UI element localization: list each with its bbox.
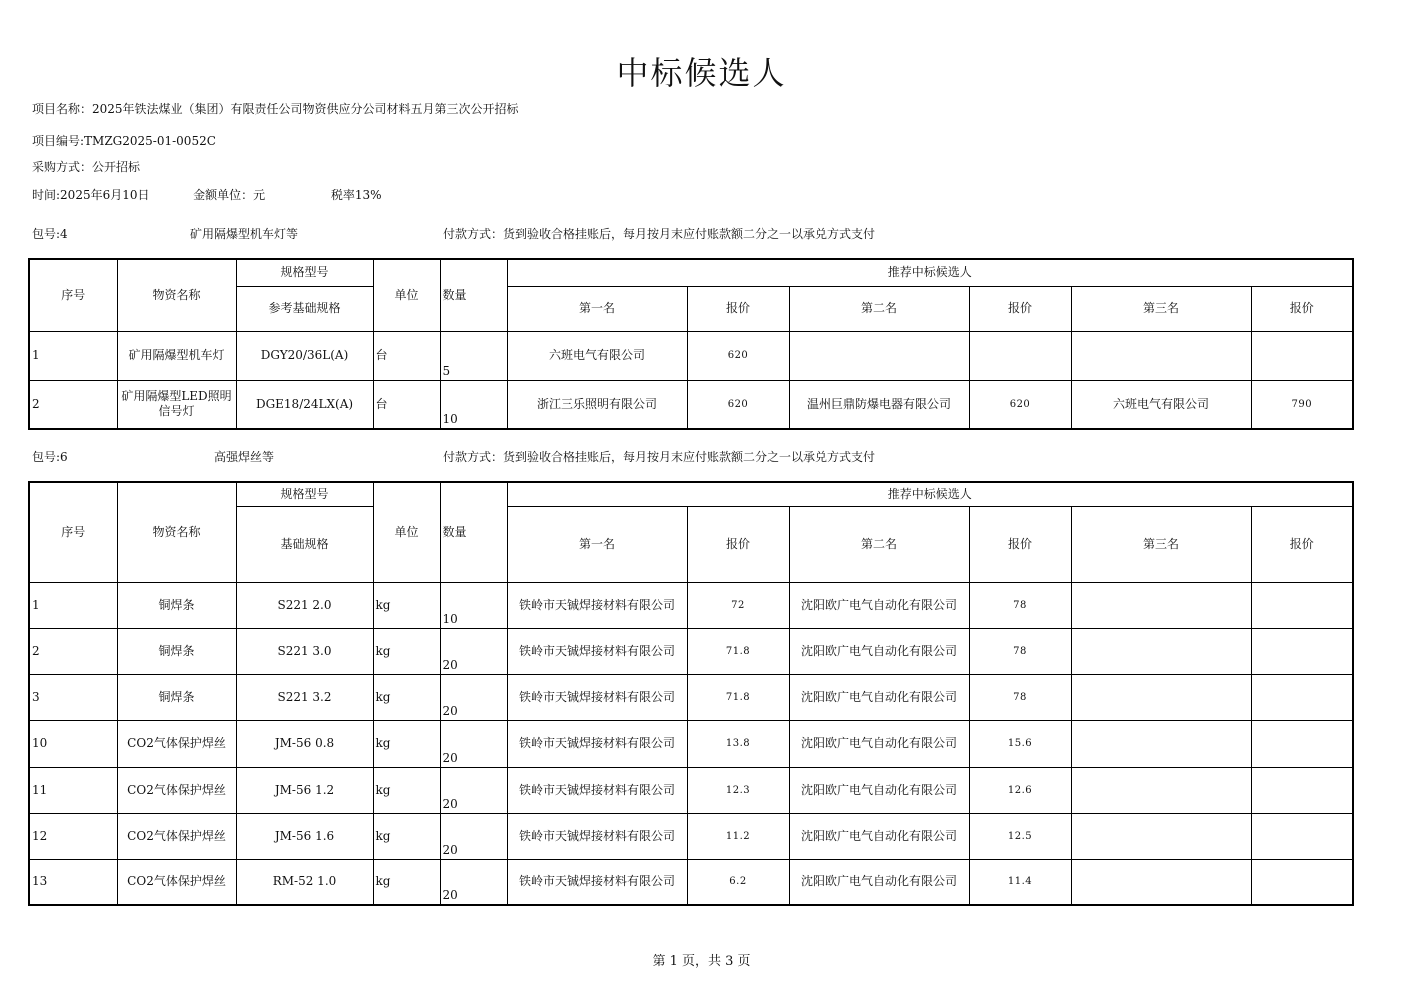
table-row bbox=[29, 331, 1353, 380]
header-second: 第二名 bbox=[789, 506, 969, 582]
third-price-cell bbox=[1251, 628, 1353, 674]
spec-cell: JM-56 0.8 bbox=[236, 720, 373, 767]
table-row bbox=[29, 720, 1353, 767]
second-price-cell: 620 bbox=[969, 380, 1071, 429]
first-price-cell: 6.2 bbox=[687, 859, 789, 905]
header-unit: 单位 bbox=[373, 259, 440, 331]
seq-cell: 2 bbox=[29, 628, 117, 674]
tax-rate: 税率13% bbox=[330, 188, 382, 202]
quantity-cell: 10 bbox=[440, 582, 507, 628]
quantity-cell: 20 bbox=[440, 859, 507, 905]
header-price-1: 报价 bbox=[687, 506, 789, 582]
second-price-cell: 15.6 bbox=[969, 720, 1071, 767]
table-row bbox=[29, 813, 1353, 859]
table-row bbox=[29, 767, 1353, 813]
header-qty: 数量 bbox=[440, 482, 507, 582]
third-candidate-cell bbox=[1071, 720, 1251, 767]
quantity-cell: 10 bbox=[440, 380, 507, 429]
unit-cell: kg bbox=[373, 720, 440, 767]
seq-cell: 3 bbox=[29, 674, 117, 720]
first-candidate-cell: 铁岭市天铖焊接材料有限公司 bbox=[507, 720, 687, 767]
second-candidate-cell: 沈阳欧广电气自动化有限公司 bbox=[789, 813, 969, 859]
header-third: 第三名 bbox=[1071, 506, 1251, 582]
second-candidate-cell: 温州巨鼎防爆电器有限公司 bbox=[789, 380, 969, 429]
header-seq: 序号 bbox=[29, 482, 117, 582]
second-candidate-cell: 沈阳欧广电气自动化有限公司 bbox=[789, 720, 969, 767]
header-price-2: 报价 bbox=[969, 286, 1071, 331]
header-third: 第三名 bbox=[1071, 286, 1251, 331]
third-candidate-cell bbox=[1071, 331, 1251, 380]
quantity-cell: 20 bbox=[440, 813, 507, 859]
table-row bbox=[29, 628, 1353, 674]
third-candidate-cell bbox=[1071, 859, 1251, 905]
table-row bbox=[29, 859, 1353, 905]
seq-cell: 13 bbox=[29, 859, 117, 905]
quantity-cell: 20 bbox=[440, 720, 507, 767]
package-number: 包号:6 bbox=[32, 450, 68, 464]
spec-cell: DGY20/36L(A) bbox=[236, 331, 373, 380]
header-recommend: 推荐中标候选人 bbox=[507, 259, 1353, 286]
second-price-cell: 12.6 bbox=[969, 767, 1071, 813]
page-footer: 第 1 页，共 3 页 bbox=[652, 954, 751, 969]
first-price-cell: 72 bbox=[687, 582, 789, 628]
spec-cell: S221 3.0 bbox=[236, 628, 373, 674]
first-price-cell: 71.8 bbox=[687, 628, 789, 674]
unit-cell: kg bbox=[373, 859, 440, 905]
bid-table-package-4 bbox=[28, 258, 1354, 430]
table-row bbox=[29, 674, 1353, 720]
header-seq: 序号 bbox=[29, 259, 117, 331]
material-name-cell: CO2气体保护焊丝 bbox=[117, 720, 236, 767]
header-name: 物资名称 bbox=[117, 259, 236, 331]
second-price-cell: 78 bbox=[969, 674, 1071, 720]
spec-cell: JM-56 1.2 bbox=[236, 767, 373, 813]
second-price-cell: 78 bbox=[969, 628, 1071, 674]
material-name-cell: 矿用隔爆型机车灯 bbox=[117, 331, 236, 380]
first-candidate-cell: 铁岭市天铖焊接材料有限公司 bbox=[507, 767, 687, 813]
unit-cell: 台 bbox=[373, 380, 440, 429]
third-price-cell: 790 bbox=[1251, 380, 1353, 429]
first-candidate-cell: 浙江三乐照明有限公司 bbox=[507, 380, 687, 429]
second-candidate-cell: 沈阳欧广电气自动化有限公司 bbox=[789, 767, 969, 813]
third-candidate-cell bbox=[1071, 767, 1251, 813]
first-price-cell: 620 bbox=[687, 380, 789, 429]
quantity-cell: 20 bbox=[440, 767, 507, 813]
first-price-cell: 620 bbox=[687, 331, 789, 380]
package-description: 高强焊丝等 bbox=[214, 450, 275, 464]
quantity-cell: 20 bbox=[440, 628, 507, 674]
material-name-cell: CO2气体保护焊丝 bbox=[117, 767, 236, 813]
unit-cell: kg bbox=[373, 628, 440, 674]
header-unit: 单位 bbox=[373, 482, 440, 582]
third-price-cell bbox=[1251, 331, 1353, 380]
material-name-cell: 矿用隔爆型LED照明信号灯 bbox=[117, 380, 236, 429]
first-candidate-cell: 铁岭市天铖焊接材料有限公司 bbox=[507, 582, 687, 628]
first-price-cell: 12.3 bbox=[687, 767, 789, 813]
page-title: 中标候选人 bbox=[616, 54, 787, 92]
header-price-3: 报价 bbox=[1251, 506, 1353, 582]
time-line bbox=[32, 186, 382, 203]
second-candidate-cell: 沈阳欧广电气自动化有限公司 bbox=[789, 674, 969, 720]
payment-terms: 付款方式：货到验收合格挂账后，每月按月末应付账款额二分之一以承兑方式支付 bbox=[443, 227, 876, 241]
seq-cell: 12 bbox=[29, 813, 117, 859]
second-price-cell: 78 bbox=[969, 582, 1071, 628]
header-name: 物资名称 bbox=[117, 482, 236, 582]
payment-terms: 付款方式：货到验收合格挂账后，每月按月末应付账款额二分之一以承兑方式支付 bbox=[443, 450, 876, 464]
second-candidate-cell bbox=[789, 331, 969, 380]
second-candidate-cell: 沈阳欧广电气自动化有限公司 bbox=[789, 582, 969, 628]
table-row bbox=[29, 582, 1353, 628]
purchase-method: 采购方式：公开招标 bbox=[32, 160, 141, 174]
currency-unit: 金额单位：元 bbox=[193, 188, 266, 202]
second-candidate-cell: 沈阳欧广电气自动化有限公司 bbox=[789, 628, 969, 674]
project-name: 项目名称：2025年铁法煤业（集团）有限责任公司物资供应分公司材料五月第三次公开招标 bbox=[32, 102, 519, 116]
first-candidate-cell: 铁岭市天铖焊接材料有限公司 bbox=[507, 628, 687, 674]
third-price-cell bbox=[1251, 720, 1353, 767]
quantity-cell: 5 bbox=[440, 331, 507, 380]
project-number: 项目编号:TMZG2025-01-0052C bbox=[32, 134, 216, 148]
unit-cell: 台 bbox=[373, 331, 440, 380]
header-price-2: 报价 bbox=[969, 506, 1071, 582]
package-number: 包号:4 bbox=[32, 227, 68, 241]
spec-cell: RM-52 1.0 bbox=[236, 859, 373, 905]
first-price-cell: 71.8 bbox=[687, 674, 789, 720]
third-price-cell bbox=[1251, 813, 1353, 859]
header-spec-sub: 基础规格 bbox=[236, 506, 373, 582]
date: 时间:2025年6月10日 bbox=[32, 188, 150, 202]
header-price-3: 报价 bbox=[1251, 286, 1353, 331]
first-candidate-cell: 六班电气有限公司 bbox=[507, 331, 687, 380]
header-first: 第一名 bbox=[507, 506, 687, 582]
material-name-cell: CO2气体保护焊丝 bbox=[117, 859, 236, 905]
material-name-cell: CO2气体保护焊丝 bbox=[117, 813, 236, 859]
header-recommend: 推荐中标候选人 bbox=[507, 482, 1353, 506]
seq-cell: 1 bbox=[29, 582, 117, 628]
bid-table-package-6 bbox=[28, 481, 1354, 906]
unit-cell: kg bbox=[373, 813, 440, 859]
seq-cell: 10 bbox=[29, 720, 117, 767]
seq-cell: 2 bbox=[29, 380, 117, 429]
first-price-cell: 11.2 bbox=[687, 813, 789, 859]
third-price-cell bbox=[1251, 767, 1353, 813]
third-price-cell bbox=[1251, 582, 1353, 628]
spec-cell: S221 3.2 bbox=[236, 674, 373, 720]
header-qty: 数量 bbox=[440, 259, 507, 331]
material-name-cell: 铜焊条 bbox=[117, 628, 236, 674]
first-candidate-cell: 铁岭市天铖焊接材料有限公司 bbox=[507, 859, 687, 905]
spec-cell: JM-56 1.6 bbox=[236, 813, 373, 859]
second-price-cell: 12.5 bbox=[969, 813, 1071, 859]
third-price-cell bbox=[1251, 674, 1353, 720]
third-candidate-cell bbox=[1071, 813, 1251, 859]
seq-cell: 1 bbox=[29, 331, 117, 380]
material-name-cell: 铜焊条 bbox=[117, 582, 236, 628]
third-candidate-cell: 六班电气有限公司 bbox=[1071, 380, 1251, 429]
header-spec-sub: 参考基础规格 bbox=[236, 286, 373, 331]
material-name-cell: 铜焊条 bbox=[117, 674, 236, 720]
header-second: 第二名 bbox=[789, 286, 969, 331]
seq-cell: 11 bbox=[29, 767, 117, 813]
third-candidate-cell bbox=[1071, 582, 1251, 628]
first-candidate-cell: 铁岭市天铖焊接材料有限公司 bbox=[507, 674, 687, 720]
second-price-cell: 11.4 bbox=[969, 859, 1071, 905]
unit-cell: kg bbox=[373, 674, 440, 720]
spec-cell: S221 2.0 bbox=[236, 582, 373, 628]
third-candidate-cell bbox=[1071, 674, 1251, 720]
header-first: 第一名 bbox=[507, 286, 687, 331]
header-price-1: 报价 bbox=[687, 286, 789, 331]
unit-cell: kg bbox=[373, 767, 440, 813]
table-row bbox=[29, 380, 1353, 429]
header-spec: 规格型号 bbox=[236, 259, 373, 286]
first-candidate-cell: 铁岭市天铖焊接材料有限公司 bbox=[507, 813, 687, 859]
second-candidate-cell: 沈阳欧广电气自动化有限公司 bbox=[789, 859, 969, 905]
header-spec: 规格型号 bbox=[236, 482, 373, 506]
third-price-cell bbox=[1251, 859, 1353, 905]
unit-cell: kg bbox=[373, 582, 440, 628]
second-price-cell bbox=[969, 331, 1071, 380]
quantity-cell: 20 bbox=[440, 674, 507, 720]
first-price-cell: 13.8 bbox=[687, 720, 789, 767]
third-candidate-cell bbox=[1071, 628, 1251, 674]
package-description: 矿用隔爆型机车灯等 bbox=[190, 227, 299, 241]
spec-cell: DGE18/24LX(A) bbox=[236, 380, 373, 429]
